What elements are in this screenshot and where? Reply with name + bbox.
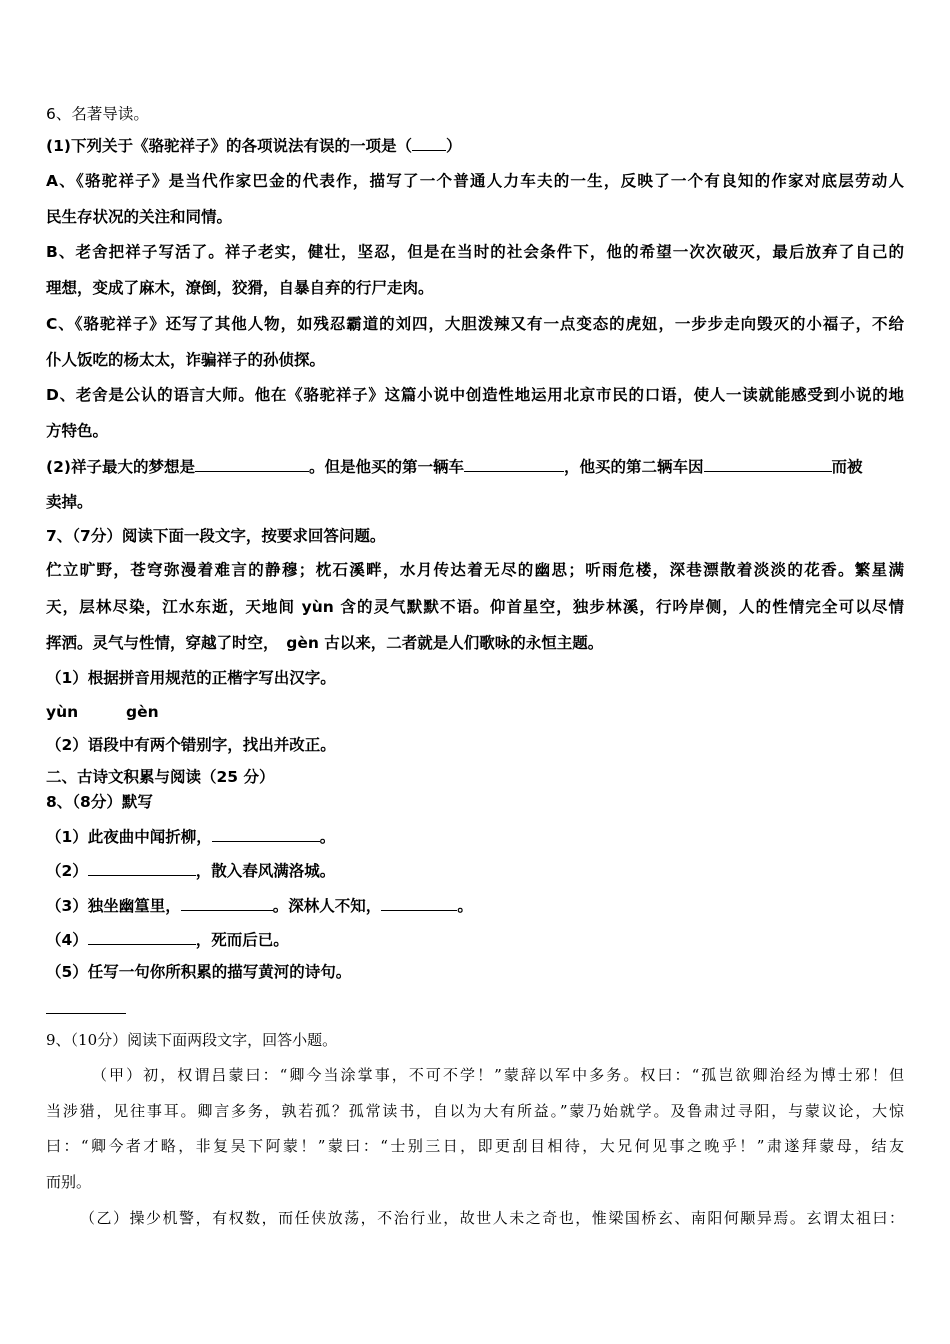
q6-part2-line2: 卖掉。 (46, 493, 93, 511)
pinyin-yun: yùn (46, 703, 79, 721)
q8-line2 (46, 860, 335, 881)
q8-line3-end: 。 (457, 897, 473, 915)
q8-line4-blank[interactable] (88, 929, 196, 945)
q7-passage-line2: 天，层林尽染，江水东逝，天地间 yùn 含的灵气默默不语。仰首星空，独步林溪，行吟岸侧，人的性情完全可以尽情 (46, 598, 904, 616)
q6-part2-blank-2[interactable] (464, 456, 564, 472)
q6-part2-text-d: 而被 (831, 458, 863, 476)
q6-part1-close: ） (445, 137, 462, 155)
q8-line1 (46, 826, 335, 847)
q8-line4 (46, 929, 289, 950)
q8-line1-end: 。 (319, 828, 336, 846)
q8-line5-answer-blank[interactable] (46, 1013, 126, 1014)
q8-title: 8、（8分）默写 (46, 793, 153, 811)
section2-heading: 二、古诗文积累与阅读（25 分） (46, 768, 275, 786)
q6-part2-text-b: 。但是他买的第一辆车 (308, 458, 464, 476)
q9-title: 9、（10分）阅读下面两段文字，回答小题。 (46, 1031, 338, 1049)
q6-part1-stem: (1)下列关于《骆驼祥子》的各项说法有误的一项是（ (46, 137, 412, 155)
q7-subquestion-2: （2）语段中有两个错别字，找出并改正。 (46, 736, 336, 754)
q8-line1-text: （1）此夜曲中闻折柳， (46, 828, 212, 846)
q6-part2-blank-1[interactable] (195, 456, 309, 472)
q6-option-d-line2: 方特色。 (46, 422, 109, 440)
q8-line4-text: ，死而后已。 (195, 931, 289, 949)
q8-line3-blank-1[interactable] (181, 895, 273, 911)
q6-option-a-line1: A、《骆驼祥子》是当代作家巴金的代表作，描写了一个普通人力车夫的一生，反映了一个有良知的作家对底层劳动人 (46, 172, 904, 190)
q7-title: 7、（7分）阅读下面一段文字，按要求回答问题。 (46, 527, 386, 545)
q6-title: 6、名著导读。 (46, 105, 149, 123)
q8-line3-blank-2[interactable] (381, 895, 457, 911)
q9-jia-line1: （甲）初，权谓吕蒙曰：“卿今当涂掌事，不可不学！”蒙辞以军中多务。权曰：“孤岂欲卿治经为博士邪！但 (92, 1066, 904, 1084)
q6-option-c-line1: C、《骆驼祥子》还写了其他人物，如残忍霸道的刘四，大胆泼辣又有一点变态的虎妞，一步步走向毁灭的小福子，不给 (46, 315, 904, 333)
q6-part2-line1 (46, 456, 863, 477)
q8-line2-blank[interactable] (88, 860, 196, 876)
q8-line3 (46, 895, 473, 916)
q8-line3-text-a: （3）独坐幽篁里， (46, 897, 181, 915)
q9-jia-line3: 曰：“卿今者才略，非复吴下阿蒙！”蒙曰：“士别三日，即更刮目相待，大兄何见事之晚乎！”肃遂拜蒙母，结友 (46, 1137, 904, 1155)
q6-option-b-line2: 理想，变成了麻木，潦倒，狡猾，自暴自弃的行尸走肉。 (46, 279, 434, 297)
q8-line5: （5）任写一句你所积累的描写黄河的诗句。 (46, 963, 352, 981)
q9-jia-line2: 当涉猎，见往事耳。卿言多务，孰若孤？孤常读书，自以为大有所益。”蒙乃始就学。及鲁肃过寻阳，与蒙议论，大惊 (46, 1102, 904, 1120)
q6-part2-text-c: ，他买的第二辆车因 (563, 458, 704, 476)
q8-line2-text: ，散入春风满洛城。 (195, 862, 336, 880)
q8-line1-blank[interactable] (212, 826, 320, 842)
q8-line2-num: （2） (46, 862, 88, 880)
q8-line3-text-b: 。深林人不知， (272, 897, 382, 915)
q6-option-b-line1: B、老舍把祥子写活了。祥子老实，健壮，坚忍，但是在当时的社会条件下，他的希望一次次破灭，最后放弃了自己的 (46, 243, 904, 261)
q6-option-d-line1: D、老舍是公认的语言大师。他在《骆驼祥子》这篇小说中创造性地运用北京市民的口语，使人一读就能感受到小说的地 (46, 386, 904, 404)
q6-part1-answer-blank[interactable] (412, 135, 446, 151)
q7-passage-line1: 伫立旷野，苍穹弥漫着难言的静穆；枕石溪畔，水月传达着无尽的幽思；听雨危楼，深巷漂散着淡淡的花香。繁星满 (46, 561, 904, 579)
q8-line4-num: （4） (46, 931, 88, 949)
q6-part2-blank-3[interactable] (704, 456, 832, 472)
q6-option-a-line2: 民生存状况的关注和同情。 (46, 208, 233, 226)
q7-subquestion-1: （1）根据拼音用规范的正楷字写出汉字。 (46, 669, 336, 687)
q6-part1 (46, 135, 461, 156)
q7-pinyin-row (46, 702, 159, 722)
q9-yi-line1: （乙）操少机警，有权数，而任侠放荡，不治行业，故世人未之奇也，惟梁国桥玄、南阳何颙异焉。玄谓太祖曰： (80, 1209, 904, 1227)
q9-jia-line4: 而别。 (46, 1173, 92, 1191)
q6-part2-text-a: (2)祥子最大的梦想是 (46, 458, 195, 476)
q7-passage-line3: 挥洒。灵气与性情，穿越了时空， gèn 古以来，二者就是人们歌咏的永恒主题。 (46, 634, 604, 652)
pinyin-gen: gèn (126, 703, 159, 721)
q6-option-c-line2: 仆人饭吃的杨太太，诈骗祥子的孙侦探。 (46, 351, 326, 369)
